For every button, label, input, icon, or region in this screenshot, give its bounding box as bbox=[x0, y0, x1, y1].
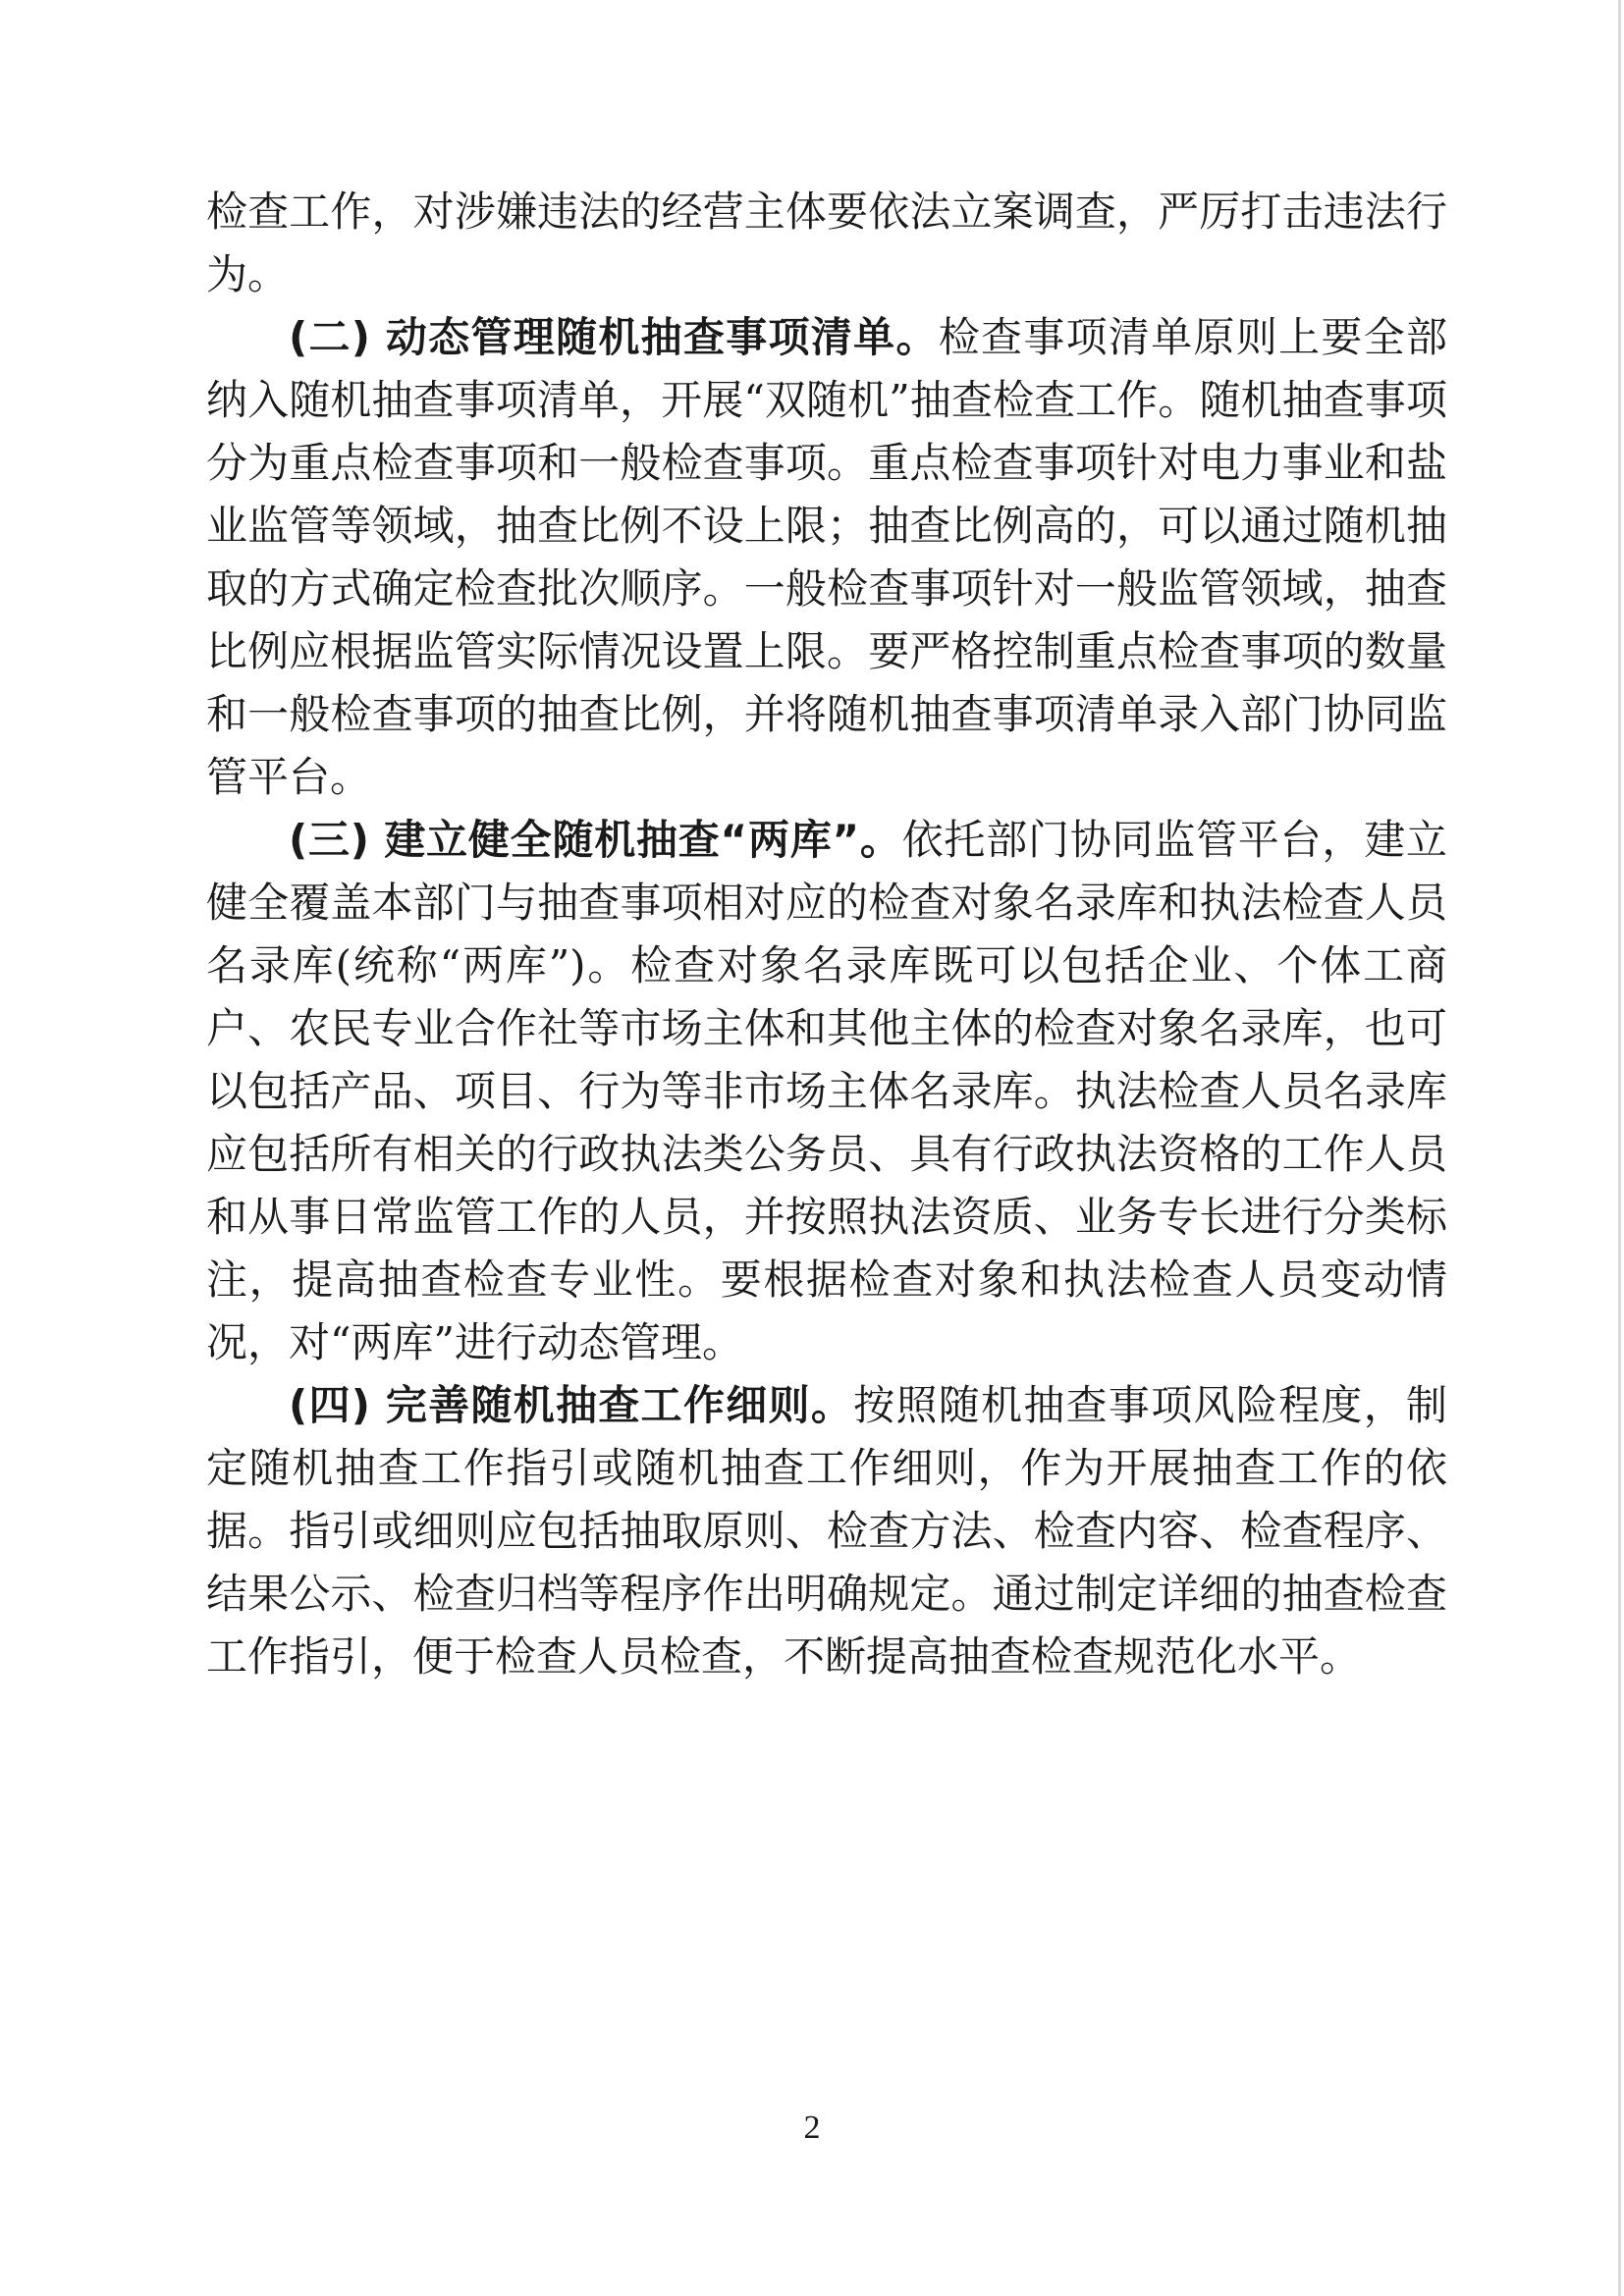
paragraph-section-2 bbox=[206, 306, 1447, 809]
paragraph-section-3 bbox=[206, 809, 1447, 1374]
paragraph-continuation bbox=[206, 181, 1447, 306]
section-heading: (二) 动态管理随机抽查事项清单。 bbox=[289, 313, 939, 361]
section-heading: (三) 建立健全随机抽查“两库”。 bbox=[289, 816, 902, 864]
document-body bbox=[206, 181, 1447, 1688]
paragraph-section-4 bbox=[206, 1374, 1447, 1688]
paragraph-text: 依托部门协同监管平台，建立健全覆盖本部门与抽查事项相对应的检查对象名录库和执法检查人员名录库(统称“两库”)。检查对象名录库既可以包括企业、个体工商户、农民专业合作社等市场主体和其他主体的检查对象名录库，也可以包括产品、项目、行为等非市场主体名录库。执法检查人员名录库应包括所有相关的行政执法类公务员、具有行政执法资格的工作人员和从事日常监管工作的人员，并按照执法资质、业务专长进行分类标注，提高抽查检查专业性。要根据检查对象和执法检查人员变动情况，对“两库”进行动态管理。 bbox=[206, 816, 1447, 1366]
paragraph-text: 按照随机抽查事项风险程度，制定随机抽查工作指引或随机抽查工作细则，作为开展抽查工作的依据。指引或细则应包括抽取原则、检查方法、检查内容、检查程序、结果公示、检查归档等程序作出明确规定。通过制定详细的抽查检查工作指引，便于检查人员检查，不断提高抽查检查规范化水平。 bbox=[206, 1381, 1447, 1681]
section-heading: (四) 完善随机抽查工作细则。 bbox=[289, 1381, 854, 1429]
paragraph-text: 检查工作，对涉嫌违法的经营主体要依法立案调查，严厉打击违法行为。 bbox=[206, 187, 1447, 298]
paragraph-text: 检查事项清单原则上要全部纳入随机抽查事项清单，开展“双随机”抽查检查工作。随机抽查事项分为重点检查事项和一般检查事项。重点检查事项针对电力事业和盐业监管等领域，抽查比例不设上限；抽查比例高的，可以通过随机抽取的方式确定检查批次顺序。一般检查事项针对一般监管领域，抽查比例应根据监管实际情况设置上限。要严格控制重点检查事项的数量和一般检查事项的抽查比例，并将随机抽查事项清单录入部门协同监管平台。 bbox=[206, 313, 1447, 801]
scan-edge-line bbox=[1618, 0, 1621, 2296]
page-number: 2 bbox=[803, 2109, 821, 2146]
